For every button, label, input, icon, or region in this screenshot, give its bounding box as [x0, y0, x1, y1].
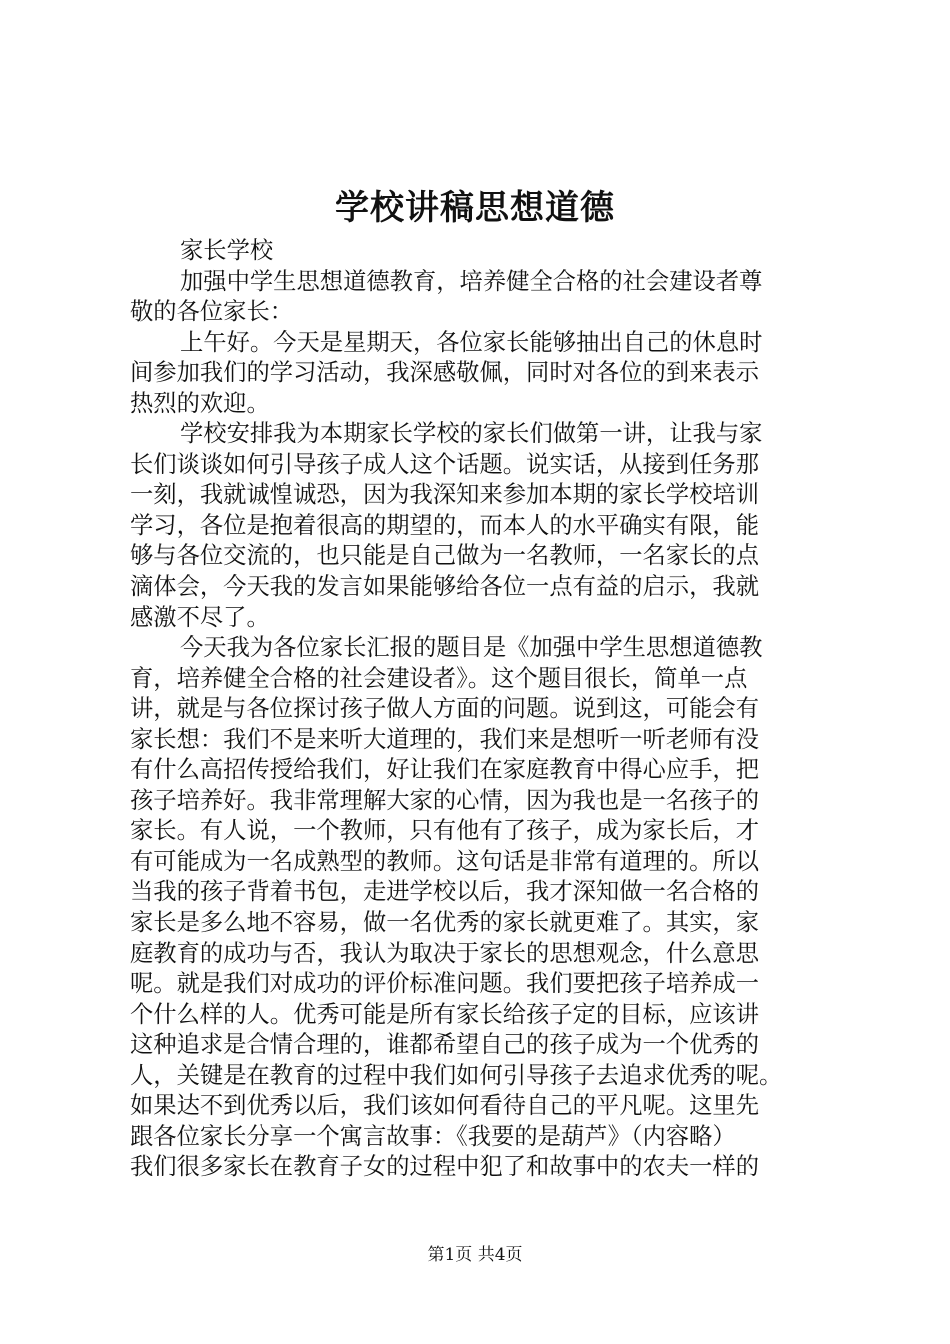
body-line: 热烈的欢迎。: [130, 389, 270, 417]
body-line: 讲，就是与各位探讨孩子做人方面的问题。说到这，可能会有: [130, 695, 760, 723]
body-line: 有什么高招传授给我们，好让我们在家庭教育中得心应手，把: [130, 756, 760, 784]
body-line: 上午好。今天是星期天，各位家长能够抽出自己的休息时: [180, 328, 763, 356]
body-line: 今天我为各位家长汇报的题目是《加强中学生思想道德教: [180, 634, 763, 662]
body-line: 个什么样的人。优秀可能是所有家长给孩子定的目标，应该讲: [130, 1000, 760, 1028]
body-line: 加强中学生思想道德教育，培养健全合格的社会建设者尊: [180, 267, 763, 295]
body-line: 够与各位交流的，也只能是自己做为一名教师，一名家长的点: [130, 542, 760, 570]
body-line: 家长是多么地不容易，做一名优秀的家长就更难了。其实，家: [130, 909, 760, 937]
body-line: 滴体会，今天我的发言如果能够给各位一点有益的启示，我就: [130, 573, 760, 601]
body-line: 一刻，我就诚惶诚恐，因为我深知来参加本期的家长学校培训: [130, 481, 760, 509]
body-line: 我们很多家长在教育子女的过程中犯了和故事中的农夫一样的: [130, 1153, 760, 1181]
body-line: 当我的孩子背着书包，走进学校以后，我才深知做一名合格的: [130, 878, 760, 906]
body-line: 学习，各位是抱着很高的期望的，而本人的水平确实有限，能: [130, 511, 760, 539]
body-line: 家长。有人说，一个教师，只有他有了孩子，成为家长后，才: [130, 817, 760, 845]
body-line: 家长想：我们不是来听大道理的，我们来是想听一听老师有没: [130, 725, 760, 753]
body-line: 这种追求是合情合理的，谁都希望自己的孩子成为一个优秀的: [130, 1031, 760, 1059]
body-line: 感激不尽了。: [130, 603, 270, 631]
body-line: 跟各位家长分享一个寓言故事：《我要的是葫芦》（内容略）: [130, 1122, 736, 1150]
body-line: 育，培养健全合格的社会建设者》。这个题目很长，简单一点: [130, 664, 748, 692]
body-line: 有可能成为一名成熟型的教师。这句话是非常有道理的。所以: [130, 847, 760, 875]
body-line: 如果达不到优秀以后，我们该如何看待自己的平凡呢。这里先: [130, 1092, 760, 1120]
body-line: 长们谈谈如何引导孩子成人这个话题。说实话，从接到任务那: [130, 450, 760, 478]
body-line: 学校安排我为本期家长学校的家长们做第一讲，让我与家: [180, 420, 763, 448]
body-line: 庭教育的成功与否，我认为取决于家长的思想观念，什么意思: [130, 939, 760, 967]
page-footer: 第1页 共4页: [427, 1245, 523, 1265]
document-title: 学校讲稿思想道德: [335, 188, 615, 228]
body-line: 呢。就是我们对成功的评价标准问题。我们要把孩子培养成一: [130, 970, 760, 998]
body-line: 孩子培养好。我非常理解大家的心情，因为我也是一名孩子的: [130, 786, 760, 814]
body-line: 家长学校: [180, 237, 274, 264]
document-body: [130, 236, 830, 1183]
body-line: 敬的各位家长：: [130, 298, 294, 326]
body-line: 间参加我们的学习活动，我深感敬佩，同时对各位的到来表示: [130, 359, 760, 387]
body-line: 人，关键是在教育的过程中我们如何引导孩子去追求优秀的呢。: [130, 1061, 783, 1089]
